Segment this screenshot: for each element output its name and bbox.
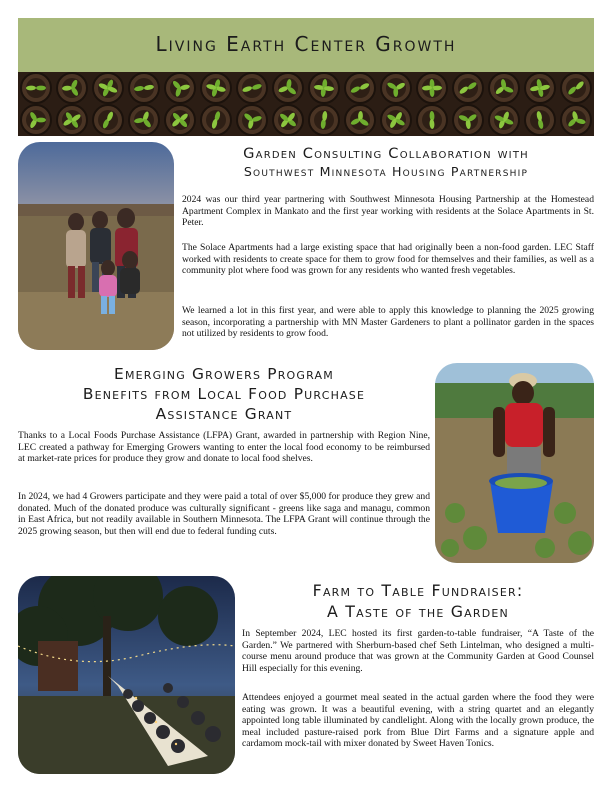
section2-paragraph1: Thanks to a Local Foods Purchase Assistance (LFPA) Grant, awarded in partnership with Region Nine, LEC created a pathway for Emerging Growers wanting to enter the local food economy to be reimbursed at market-rate prices for produce they grow and donate to local food shelves. (18, 430, 430, 465)
section2-heading-line3: Assistance Grant (155, 405, 293, 423)
section1-heading-line1: Garden Consulting Collaboration with (243, 145, 529, 162)
section2-paragraph2: In 2024, we had 4 Growers participate and they were paid a total of over $5,000 for produce they grew and donated. Much of the donated produce was culturally significant - greens like saga and managu, common in East Africa, but not readily available in Southern Minnesota. The LFPA Grant will continue through the 2025 growing season, but then will end due to federal funding cuts. (18, 491, 430, 537)
section1-heading (176, 145, 596, 181)
garden-dinner-photo (18, 576, 235, 774)
grower-harvest-photo (435, 363, 594, 563)
section3-paragraph1: In September 2024, LEC hosted its first garden-to-table fundraiser, “A Taste of the Garden.” We partnered with Sherburn-based chef Seth Lintelman, who designed a multi-course menu around produce that was grown at the Community Garden at Good Counsel Hill especially for this evening. (242, 628, 594, 674)
section1-paragraph2: The Solace Apartments had a large existing space that had originally been a non-food garden. LEC Staff worked with residents to create space for them to grow food for themselves and their families, as well as a community plot where food was grown for any residents who wanted fresh vegetables. (182, 242, 594, 277)
section3-heading-line2: A Taste of the Garden (327, 602, 509, 621)
section3-paragraph2: Attendees enjoyed a gourmet meal seated in the actual garden where the food they were eating was grown. It was a beautiful evening, with a string quartet and an elegantly appointed long table illuminated by candlelight. Along with the locally grown produce, the meal included pasture-raised pork from Blue Dirt Farms and a signature apple and cardamom mock-tail with mixer donated by Sweet Haven Tonics. (242, 692, 594, 750)
residents-garden-photo (18, 142, 174, 350)
section2-heading-line2: Benefits from Local Food Purchase (82, 385, 366, 403)
seedling-tray-graphic (18, 72, 594, 136)
section3-heading-line1: Farm to Table Fundraiser: (312, 581, 524, 600)
section2-heading (18, 364, 430, 424)
section1-paragraph3: We learned a lot in this first year, and were able to apply this knowledge to planning the 2025 growing season, incorporating a partnership with MN Master Gardeners to plant a pollinator garden in the spaces not utilized by residents to grow food. (182, 305, 594, 340)
section1-paragraph1: 2024 was our third year partnering with Southwest Minnesota Housing Partnership at the Homestead Apartment Complex in Mankato and the first year working with residents at the Solace Apartments in St. Peter. (182, 194, 594, 229)
section1-heading-line2: Southwest Minnesota Housing Partnership (243, 164, 529, 179)
section2-heading-line1: Emerging Growers Program (114, 365, 334, 383)
section3-heading (240, 580, 596, 622)
title-banner (18, 18, 594, 72)
seedling-tray-photo (18, 72, 594, 136)
page-title: Living Earth Center Growth (155, 32, 457, 56)
